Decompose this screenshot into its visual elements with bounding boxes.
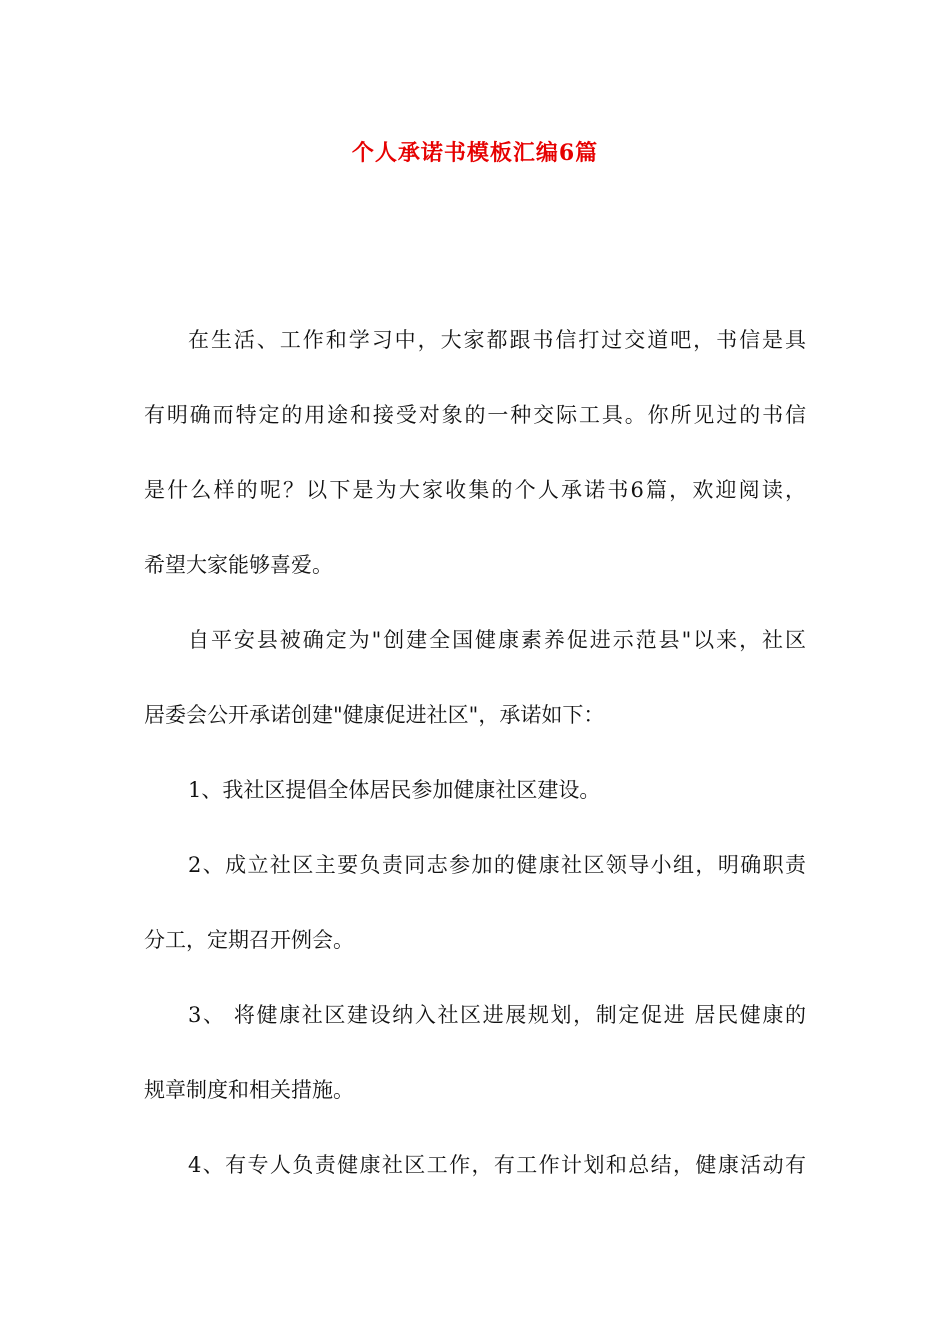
paragraph-line: 自平安县被确定为"创建全国健康素养促进示范县"以来，社区: [188, 628, 806, 652]
document-title: 个人承诺书模板汇编6篇: [351, 140, 599, 166]
list-item-line: 分工，定期召开例会。: [144, 928, 354, 952]
list-item-line: 4、有专人负责健康社区工作，有工作计划和总结，健康活动有: [188, 1153, 806, 1177]
paragraph-line: 希望大家能够喜爱。: [144, 553, 333, 577]
paragraph-line: 居委会公开承诺创建"健康促进社区"，承诺如下：: [144, 703, 605, 727]
paragraph-line: 在生活、工作和学习中，大家都跟书信打过交道吧，书信是具: [188, 328, 806, 352]
list-item-line: 1、我社区提倡全体居民参加健康社区建设。: [188, 778, 601, 802]
list-item-line: 3、 将健康社区建设纳入社区进展规划，制定促进 居民健康的: [188, 1003, 806, 1027]
list-item-line: 规章制度和相关措施。: [144, 1078, 354, 1102]
paragraph-line: 是什么样的呢？以下是为大家收集的个人承诺书6篇，欢迎阅读，: [144, 478, 806, 502]
paragraph-line: 有明确而特定的用途和接受对象的一种交际工具。你所见过的书信: [144, 403, 806, 427]
list-item-line: 2、成立社区主要负责同志参加的健康社区领导小组，明确职责: [188, 853, 806, 877]
